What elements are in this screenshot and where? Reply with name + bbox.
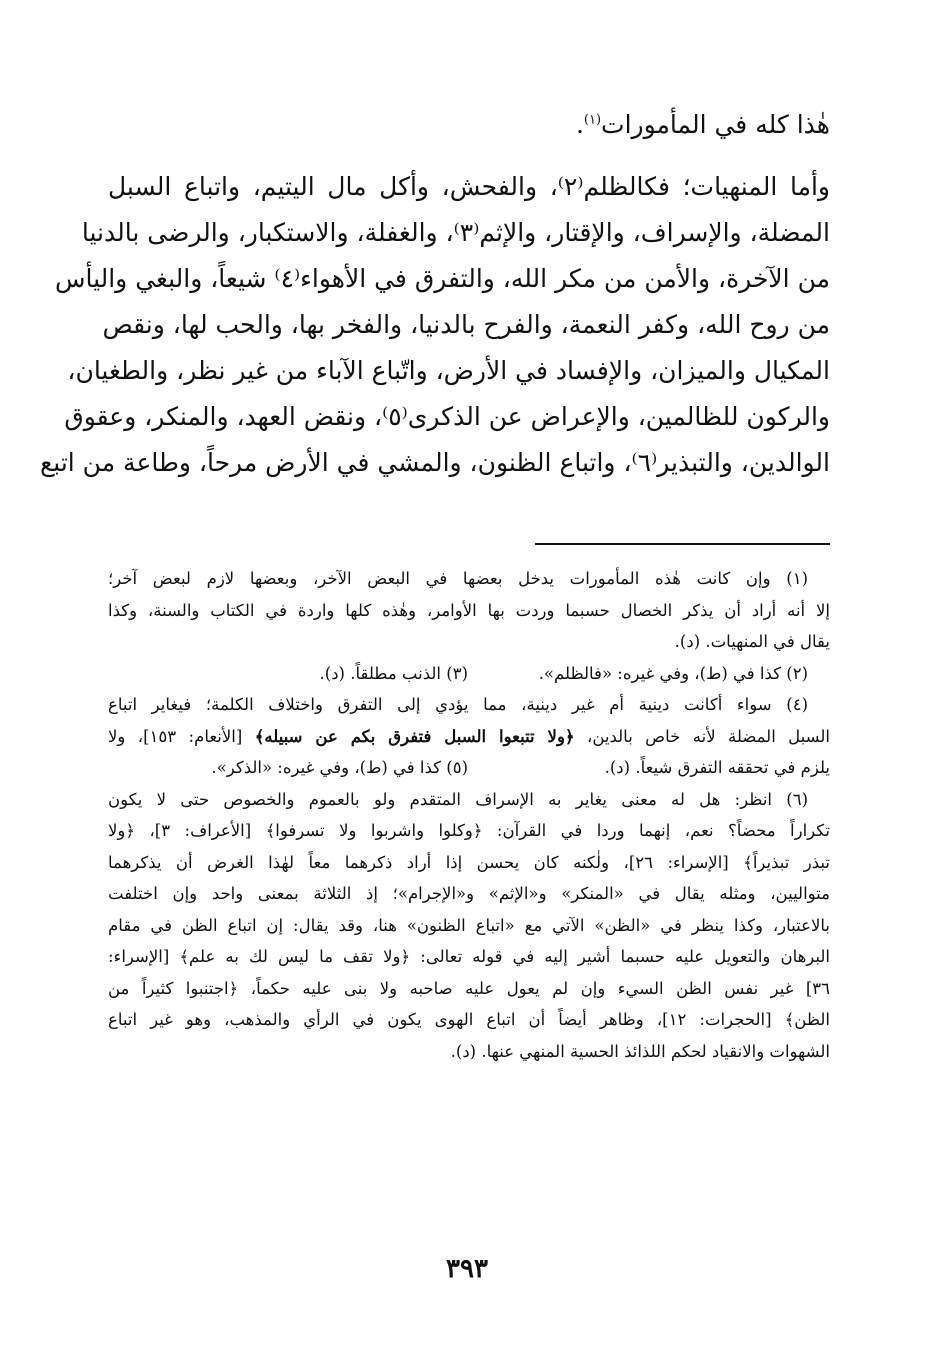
footnote-1-line: (١) وإن كانت هٰذه المأمورات يدخل بعضها في البعض الآخر، وبعضها لازم لبعض آخر؛: [108, 569, 808, 588]
page-number: ٣٩٣: [446, 1254, 488, 1284]
footnotes-2-3: [108, 658, 830, 690]
footnote-1-line: إلا أنه أراد أن يذكر الخصال حسبما وردت بها الأوامر، وهٰذه كلها واردة في الكتاب والسنة، وكذا: [108, 600, 830, 620]
footnote-6-line: تكراراً محضاً؟ نعم، إنهما وردا في القرآن: ﴿وكلوا واشربوا ولا تسرفوا﴾ [الأعراف: ٣]، ﴿ولا: [108, 821, 830, 840]
footnote-separator: [535, 543, 830, 545]
body-line: وأما المنهيات؛ فكالظلم⁽٢⁾، والفحش، وأكل مال اليتيم، واتباع السبل: [108, 172, 831, 201]
footnotes-4-5: [108, 752, 830, 784]
footnote-3: (٣) الذنب مطلقاً. (د).: [319, 663, 468, 683]
intro-line: [108, 102, 830, 148]
footnote-4-text: [الأنعام: ١٥٣]، ولا: [108, 726, 255, 746]
footnote-6-line: الظن﴾ [الحجرات: ١٢]، وظاهر أيضاً أن اتباع الهوى يكون في الرأي والمذهب، وهو غير اتباع: [108, 1010, 830, 1029]
intro-text: هٰذا كله في المأمورات: [601, 110, 830, 139]
body-line: من روح الله، وكفر النعمة، والفرح بالدنيا، والفخر بها، والحب لها، ونقص: [102, 310, 830, 339]
intro-end: .: [575, 110, 584, 139]
quran-quote: ﴿ولا تتبعوا السبل فتفرق بكم عن سبيله﴾: [254, 726, 575, 746]
footnotes: [108, 563, 830, 1067]
footnote-1-line: يقال في المنهيات. (د).: [674, 632, 830, 651]
footnote-4-line: (٤) سواء أكانت دينية أم غير دينية، مما يؤدي إلى التفرق واختلاف الكلمة؛ فيغاير اتباع: [108, 695, 808, 714]
body-line: الوالدين، والتبذير⁽٦⁾، واتباع الظنون، والمشي في الأرض مرحاً، وطاعة من اتبع: [39, 448, 830, 477]
main-text: [39, 102, 831, 486]
footnote-4-end: يلزم في تحققه التفرق شيعاً. (د).: [604, 758, 830, 777]
body-line: المكيال والميزان، والإفساد في الأرض، واتّباع الآباء من غير نظر، والطغيان،: [67, 356, 830, 385]
footnote-6-line: متواليين، ومثله يقال في «المنكر» و«الإثم» و«الإجرام»؛ إذ الثلاثة بمعنى واحد وإن اختلفت: [108, 884, 830, 903]
footnote-6-line: تبذر تبذيراً﴾ [الإسراء: ٢٦]، ولٰكنه كان يحسن إذا أراد ذكرهما معاً لهٰذا الغرض أن يذكرهما: [108, 852, 830, 872]
footnote-ref: (١): [583, 112, 602, 128]
footnote-6-line: البرهان والتعويل عليه حسبما أشير إليه في قوله تعالى: ﴿ولا تقف ما ليس لك به علم﴾ [الإسراء:: [108, 947, 830, 966]
footnote-6-line: بالاعتبار، وكذا ينظر في «الظن» الآتي مع «اتباع الظنون» هنا، وقد يقال: إن اتباع الظن في مقام: [108, 915, 830, 935]
body-line: والركون للظالمين، والإعراض عن الذكرى⁽٥⁾، ونقض العهد، والمنكر، وعقوق: [64, 402, 830, 431]
footnote-4-line: [108, 721, 830, 753]
footnote-6-line: ٣٦] غير نفس الظن السيء وإن لم يعول عليه صاحبه ولا بنى عليه حكماً، ﴿اجتنبوا كثيراً من: [108, 978, 830, 998]
footnote-5: (٥) كذا في (ط)، وفي غيره: «الذكر».: [211, 758, 468, 777]
footnote-4-text: السبل المضلة لأنه خاص بالدين،: [574, 726, 830, 746]
footnote-2: (٢) كذا في (ط)، وفي غيره: «فالظلم».: [538, 663, 808, 683]
body-line: المضلة، والإسراف، والإقتار، والإثم⁽٣⁾، والغفلة، والاستكبار، والرضى بالدنيا: [81, 218, 830, 247]
body-line: من الآخرة، والأمن من مكر الله، والتفرق في الأهواء⁽٤⁾ شيعاً، والبغي واليأس: [54, 264, 830, 293]
footnote-6-line: (٦) انظر: هل له معنى يغاير به الإسراف المتقدم ولو بالعموم والخصوص حتى لا يكون: [108, 789, 808, 809]
footnote-6-line: الشهوات والانقياد لحكم اللذائذ الحسية المنهي عنها. (د).: [450, 1041, 830, 1061]
